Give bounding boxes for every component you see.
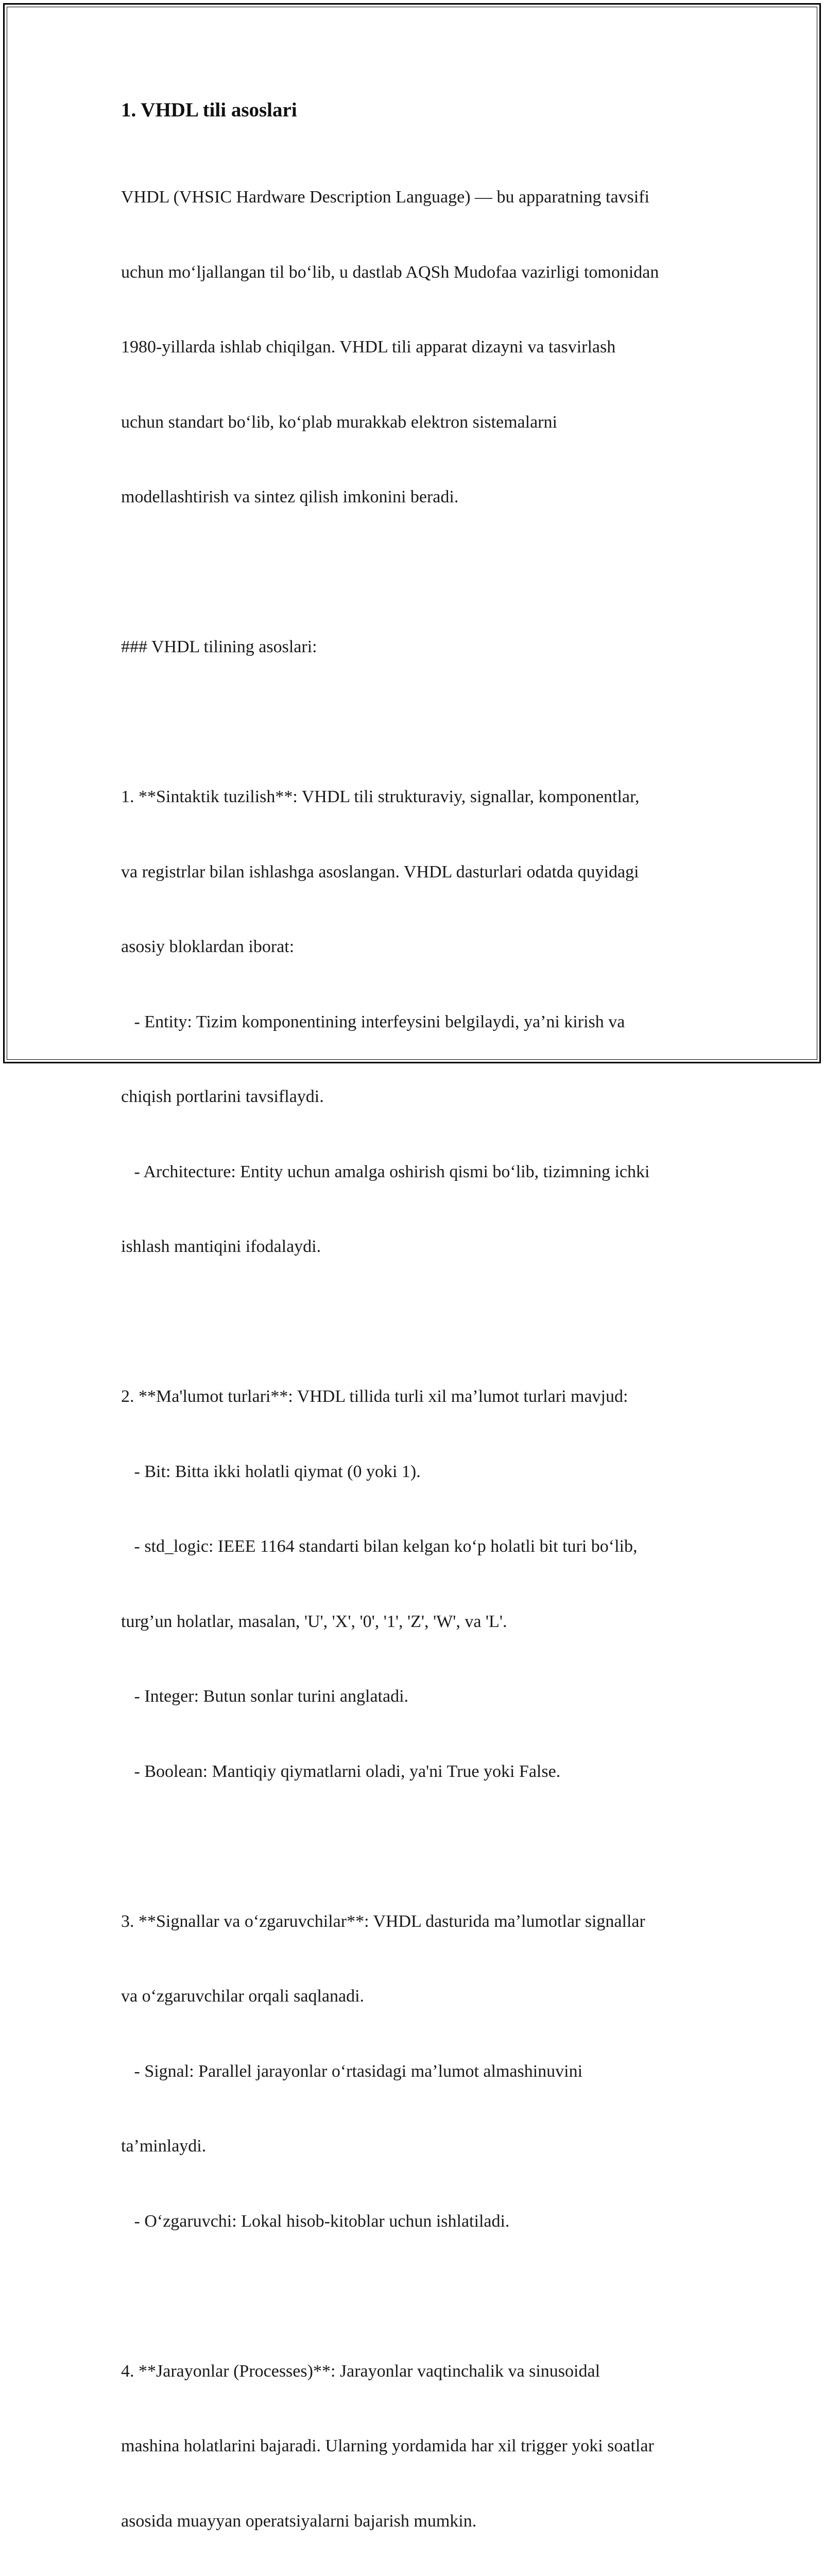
text-line: modellashtirish va sintez qilish imkonini beradi. [121,485,713,510]
text-line: ta’minlaydi. [121,2134,713,2159]
text-line: - Boolean: Mantiqiy qiymatlarni oladi, ya'ni True yoki False. [121,1759,713,1785]
text-line: turg’un holatlar, masalan, 'U', 'X', '0', '1', 'Z', 'W', va 'L'. [121,1609,713,1635]
text-line: asosida muayyan operatsiyalarni bajarish mumkin. [121,2509,713,2534]
blank-line [121,710,713,735]
text-line: - std_logic: IEEE 1164 standarti bilan kelgan ko‘p holatli bit turi bo‘lib, [121,1534,713,1560]
text-line: chiqish portlarini tavsiflaydi. [121,1084,713,1110]
text-line: 2. **Ma'lumot turlari**: VHDL tillida turli xil ma’lumot turlari mavjud: [121,1384,713,1410]
subheading-text: ### VHDL tilining asoslari: [121,635,713,660]
text-line: va registrlar bilan ishlashga asoslangan. VHDL dasturlari odatda quyidagi [121,860,713,885]
section-processes [121,2309,713,2576]
document-body [121,97,713,2576]
blank-line [121,560,713,585]
text-line: - O‘zgaruvchi: Lokal hisob-kitoblar uchun ishlatiladi. [121,2209,713,2234]
text-line: - Bit: Bitta ikki holatli qiymat (0 yoki 1). [121,1460,713,1485]
text-line: - Architecture: Entity uchun amalga oshirish qismi bo‘lib, tizimning ichki [121,1160,713,1185]
text-line: - Integer: Butun sonlar turini anglatadi. [121,1684,713,1709]
text-line: asosiy bloklardan iborat: [121,935,713,960]
text-line: - Signal: Parallel jarayonlar o‘rtasidagi ma’lumot almashinuvini [121,2059,713,2084]
section-syntax [121,735,713,1310]
text-line: va o‘zgaruvchilar orqali saqlanadi. [121,1984,713,2009]
text-line: - Entity: Tizim komponentining interfeysini belgilaydi, ya’ni kirish va [121,1010,713,1035]
intro-paragraph [121,135,713,560]
text-line: VHDL (VHSIC Hardware Description Language) — bu apparatning tavsifi [121,185,713,210]
text-line: uchun mo‘ljallangan til bo‘lib, u dastlab AQSh Mudofaa vazirligi tomonidan [121,260,713,285]
document-title: 1. VHDL tili asoslari [121,97,713,124]
text-line: ishlash mantiqini ifodalaydi. [121,1234,713,1260]
text-line: 1. **Sintaktik tuzilish**: VHDL tili strukturaviy, signallar, komponentlar, [121,785,713,810]
section-signals-variables [121,1859,713,2284]
text-line: uchun standart bo‘lib, ko‘plab murakkab elektron sistemalarni [121,410,713,435]
text-line: mashina holatlarini bajaradi. Ularning yordamida har xil trigger yoki soatlar [121,2434,713,2459]
text-line: 4. **Jarayonlar (Processes)**: Jarayonlar vaqtinchalik va sinusoidal [121,2359,713,2384]
text-line: 1980-yillarda ishlab chiqilgan. VHDL tili apparat dizayni va tasvirlash [121,335,713,360]
blank-line [121,1310,713,1335]
blank-line [121,2284,713,2309]
section-data-types [121,1334,713,1834]
text-line: 3. **Signallar va o‘zgaruvchilar**: VHDL dasturida ma’lumotlar signallar [121,1909,713,1935]
blank-line [121,1834,713,1859]
subheading [121,585,713,710]
